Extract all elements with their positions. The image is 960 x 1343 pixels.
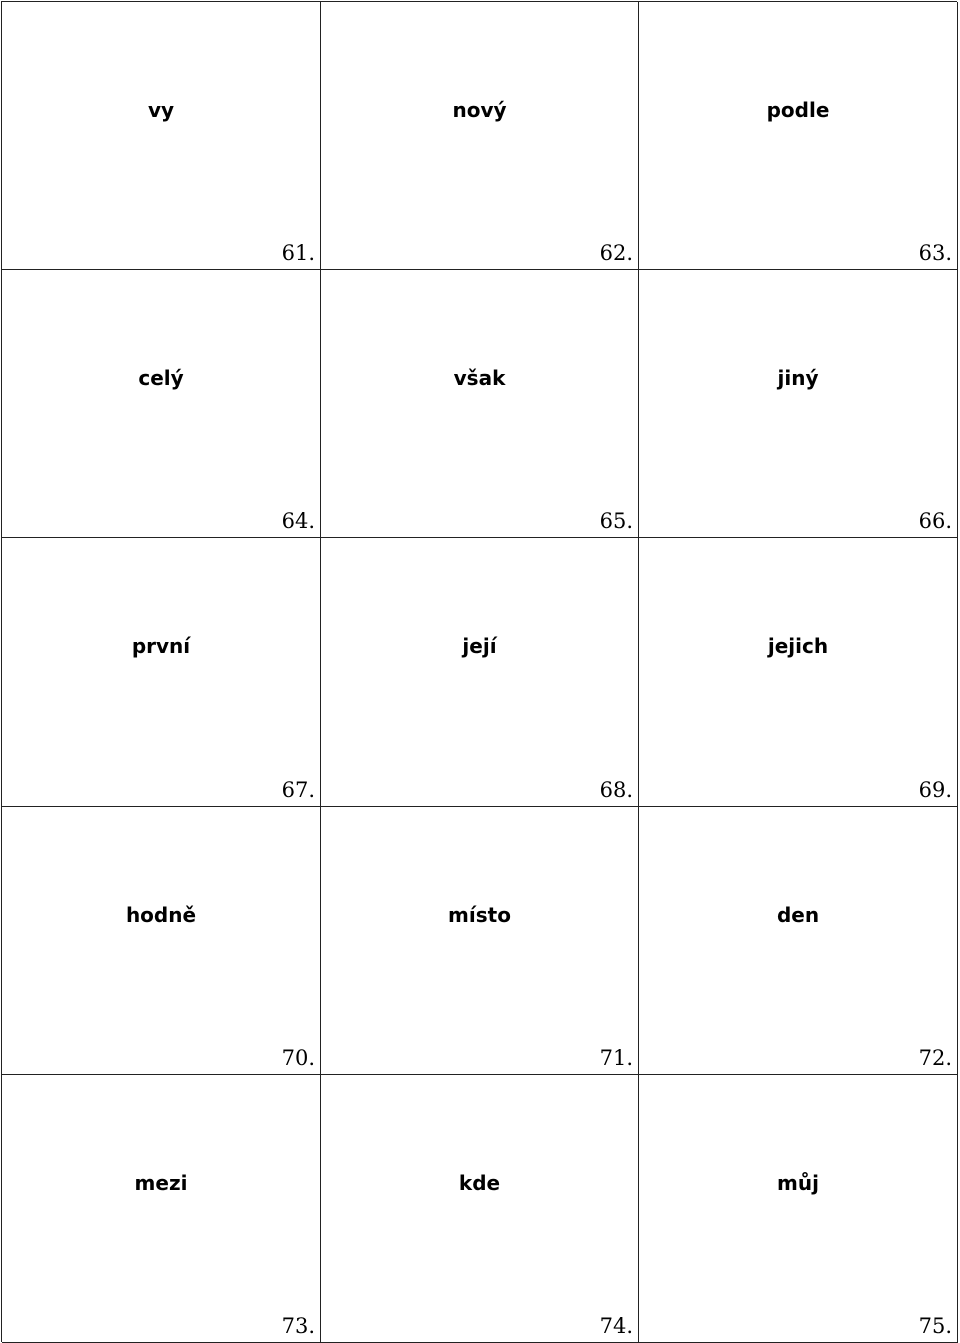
card-number: 65.: [599, 509, 633, 534]
card-word: den: [776, 902, 820, 927]
flashcard: [639, 538, 958, 806]
card-word: místo: [448, 902, 511, 927]
card-number: 74.: [599, 1313, 633, 1338]
flashcard: [321, 2, 639, 270]
card-number: 71.: [599, 1045, 633, 1070]
flashcard: [2, 538, 321, 806]
flashcard: [639, 807, 958, 1075]
flashcard: [321, 270, 639, 538]
flashcard: [321, 1075, 639, 1343]
card-number: 62.: [599, 241, 633, 266]
flashcard: [2, 270, 321, 538]
card-word: kde: [458, 1170, 501, 1195]
card-number: 61.: [281, 241, 315, 266]
flashcard: [321, 807, 639, 1075]
flashcard: [2, 1075, 321, 1343]
flashcard: [639, 2, 958, 270]
flashcard-grid: [1, 1, 957, 1342]
card-word: hodně: [125, 902, 197, 927]
card-word: její: [462, 634, 497, 659]
card-word: celý: [138, 366, 184, 391]
flashcard: [2, 2, 321, 270]
card-word: podle: [766, 98, 830, 122]
card-number: 66.: [918, 509, 952, 534]
card-number: 67.: [281, 777, 315, 802]
card-number: 68.: [599, 777, 633, 802]
card-number: 72.: [918, 1045, 952, 1070]
flashcard: [639, 1075, 958, 1343]
flashcard: [639, 270, 958, 538]
flashcard: [321, 538, 639, 806]
card-number: 63.: [918, 241, 952, 266]
card-word: mezi: [134, 1170, 188, 1195]
card-word: můj: [777, 1170, 819, 1195]
card-number: 69.: [918, 777, 952, 802]
card-word: první: [131, 634, 191, 659]
card-word: jejich: [767, 634, 829, 659]
card-number: 75.: [918, 1313, 952, 1338]
card-number: 73.: [281, 1313, 315, 1338]
card-number: 64.: [281, 509, 315, 534]
card-word: jiný: [777, 366, 819, 391]
card-number: 70.: [281, 1045, 315, 1070]
flashcard: [2, 807, 321, 1075]
card-word: vy: [147, 98, 175, 122]
card-word: nový: [452, 98, 507, 122]
card-word: však: [453, 366, 506, 391]
